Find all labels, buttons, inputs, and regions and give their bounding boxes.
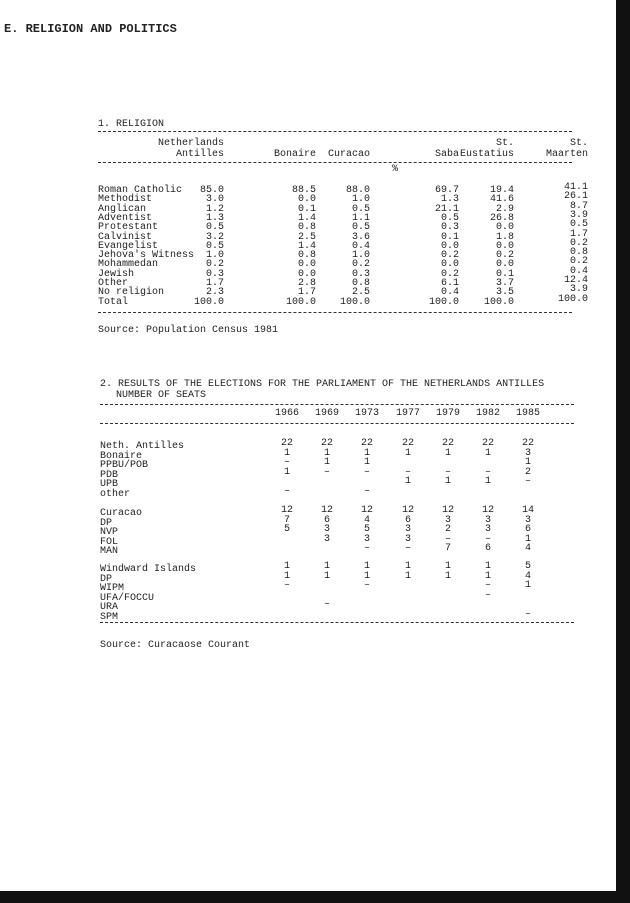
cell-value: 3.9: [569, 284, 588, 296]
divider: [100, 404, 574, 405]
cell-value: 0.2: [440, 268, 459, 280]
cell-value: 2.5: [351, 287, 370, 299]
cell-value: 1.7: [569, 228, 588, 240]
cell-value: 3.7: [495, 278, 514, 289]
seat-value: –: [524, 609, 531, 620]
cell-value: 26.1: [563, 191, 588, 203]
seat-value: 22: [320, 438, 333, 449]
cell-value: 0.0: [495, 259, 514, 271]
party-label: UPB: [100, 479, 119, 491]
seat-value: 3: [363, 533, 370, 545]
seat-value: 5: [524, 561, 531, 572]
cell-value: 0.5: [351, 222, 370, 234]
cell-value: 0.0: [495, 222, 514, 234]
seat-value: 1: [283, 447, 290, 459]
cell-value: 85.0: [199, 185, 224, 196]
seat-value: 6: [323, 514, 330, 526]
cell-value: 0.2: [495, 250, 514, 262]
cell-value: 0.8: [569, 247, 588, 259]
seat-value: 12: [441, 505, 454, 516]
seat-value: 12: [401, 505, 414, 516]
year-header: 1966: [274, 408, 299, 419]
seat-value: 1: [524, 580, 531, 592]
seat-value: 1: [484, 476, 491, 488]
cell-value: 0.0: [297, 259, 316, 271]
seat-value: –: [444, 533, 451, 545]
cell-value: 0.0: [495, 240, 514, 252]
seat-value: 1: [283, 561, 290, 572]
seat-value: 22: [280, 438, 293, 449]
seat-value: 1: [524, 457, 531, 469]
seat-value: 1: [283, 570, 290, 582]
year-header: 1985: [515, 408, 540, 419]
seat-value: –: [484, 589, 491, 601]
year-header: 1979: [435, 408, 460, 419]
column-header: Saba: [434, 149, 459, 160]
seat-value: 12: [280, 505, 293, 516]
seat-value: 5: [363, 524, 370, 536]
cell-value: 1.0: [351, 194, 370, 206]
seat-value: 7: [444, 543, 451, 555]
seat-value: 3: [404, 524, 411, 536]
party-label: UFA/FOCCU: [100, 592, 155, 604]
cell-value: 1.3: [205, 212, 224, 224]
seat-value: 1: [363, 561, 370, 572]
seat-value: –: [363, 466, 370, 478]
seat-value: –: [484, 533, 491, 545]
column-header: Eustatius: [459, 149, 514, 160]
cell-value: 0.3: [351, 268, 370, 280]
cell-value: 1.4: [297, 240, 316, 252]
seat-value: –: [404, 466, 411, 478]
party-label: DP: [100, 517, 113, 529]
row-label: Calvinist: [98, 231, 153, 243]
seat-value: 4: [363, 514, 370, 526]
row-label: Mohammedan: [98, 259, 159, 271]
party-label: MAN: [100, 546, 119, 558]
row-label: Anglican: [98, 203, 147, 215]
seat-value: 3: [484, 524, 491, 536]
seat-value: 22: [521, 438, 534, 449]
cell-value: 3.6: [351, 231, 370, 243]
party-label: DP: [100, 573, 113, 585]
cell-value: 41.1: [563, 182, 588, 193]
seat-value: 1: [363, 457, 370, 469]
seat-value: 12: [481, 505, 494, 516]
cell-value: 2.3: [205, 287, 224, 299]
elections-subtitle: NUMBER OF SEATS: [116, 390, 207, 401]
cell-value: 1.3: [440, 194, 459, 206]
seat-value: 1: [323, 561, 330, 572]
seat-value: 12: [320, 505, 333, 516]
cell-value: 100.0: [428, 296, 459, 308]
divider: [98, 131, 572, 132]
section-title: E. RELIGION AND POLITICS: [4, 22, 177, 36]
cell-value: 100.0: [193, 296, 224, 308]
row-label: Jehova's Witness: [98, 250, 195, 262]
seat-value: 1: [323, 447, 330, 459]
column-header: Curacao: [327, 149, 370, 160]
row-label: Roman Catholic: [98, 185, 183, 196]
column-header: Netherlands: [157, 138, 224, 149]
cell-value: 100.0: [483, 296, 514, 308]
unit-label: %: [392, 164, 399, 175]
seat-value: 6: [524, 524, 531, 536]
seat-value: –: [524, 476, 531, 488]
seat-value: 1: [444, 561, 451, 572]
cell-value: 88.0: [345, 185, 370, 196]
cell-value: 2.5: [297, 231, 316, 243]
cell-value: 0.0: [440, 259, 459, 271]
cell-value: 21.1: [434, 203, 459, 215]
cell-value: 19.4: [489, 185, 514, 196]
party-label: Windward Islands: [100, 564, 197, 575]
cell-value: 1.7: [297, 287, 316, 299]
seat-value: 1: [323, 457, 330, 469]
cell-value: 8.7: [569, 200, 588, 212]
seat-value: 2: [444, 524, 451, 536]
cell-value: 100.0: [285, 296, 316, 308]
seat-value: –: [484, 466, 491, 478]
party-label: Bonaire: [100, 450, 143, 462]
seat-value: 1: [283, 466, 290, 478]
year-header: 1977: [395, 408, 420, 419]
cell-value: 1.2: [205, 203, 224, 215]
seat-value: –: [363, 580, 370, 592]
cell-value: 0.4: [569, 265, 588, 277]
scan-edge-right: [616, 0, 630, 903]
cell-value: 0.8: [297, 222, 316, 234]
scan-edge-bottom: [0, 891, 630, 903]
party-label: Neth. Antilles: [100, 441, 185, 452]
cell-value: 100.0: [339, 296, 370, 308]
seat-value: 1: [323, 570, 330, 582]
cell-value: 0.2: [205, 259, 224, 271]
party-label: PPBU/POB: [100, 460, 149, 472]
column-header: St.: [569, 138, 588, 149]
row-label: Protestant: [98, 222, 159, 234]
cell-value: 0.4: [351, 240, 370, 252]
cell-value: 0.3: [440, 222, 459, 234]
cell-value: 0.0: [440, 240, 459, 252]
seat-value: 1: [484, 561, 491, 572]
seat-value: –: [444, 466, 451, 478]
seat-value: 1: [444, 476, 451, 488]
cell-value: 0.1: [495, 268, 514, 280]
cell-value: 6.1: [440, 278, 459, 289]
cell-value: 0.2: [569, 237, 588, 249]
cell-value: 0.2: [440, 250, 459, 262]
seat-value: 4: [524, 543, 531, 555]
cell-value: 2.9: [495, 203, 514, 215]
seat-value: 3: [444, 514, 451, 526]
divider: [100, 622, 574, 623]
seat-value: 14: [521, 505, 534, 516]
religion-source: Source: Population Census 1981: [98, 325, 279, 336]
seat-value: 7: [283, 514, 290, 526]
party-label: PDB: [100, 469, 119, 481]
seat-value: 1: [484, 447, 491, 459]
seat-value: 1: [484, 570, 491, 582]
seat-value: –: [283, 580, 290, 592]
cell-value: 0.1: [297, 203, 316, 215]
party-label: SPM: [100, 612, 119, 623]
row-label: Other: [98, 278, 129, 289]
column-header: Bonaire: [273, 149, 316, 160]
seat-value: 2: [524, 466, 531, 478]
elections-source: Source: Curacaose Courant: [100, 640, 251, 651]
seat-value: –: [404, 543, 411, 555]
cell-value: 1.8: [495, 231, 514, 243]
cell-value: 1.1: [351, 212, 370, 224]
seat-value: –: [323, 466, 330, 478]
party-label: other: [100, 489, 131, 500]
seat-value: 22: [441, 438, 454, 449]
cell-value: 0.5: [440, 212, 459, 224]
cell-value: 1.4: [297, 212, 316, 224]
row-label: Adventist: [98, 212, 153, 224]
cell-value: 0.2: [351, 259, 370, 271]
seat-value: 1: [524, 533, 531, 545]
row-label: Total: [98, 296, 129, 308]
cell-value: 0.2: [569, 256, 588, 268]
seat-value: 1: [404, 570, 411, 582]
cell-value: 0.0: [297, 194, 316, 206]
seat-value: –: [484, 580, 491, 592]
seat-value: 4: [524, 570, 531, 582]
cell-value: 3.5: [495, 287, 514, 299]
year-header: 1982: [475, 408, 500, 419]
row-label: Jewish: [98, 268, 135, 280]
cell-value: 0.5: [569, 219, 588, 231]
divider: [98, 312, 572, 313]
seat-value: –: [283, 457, 290, 469]
cell-value: 0.8: [297, 250, 316, 262]
cell-value: 0.5: [205, 240, 224, 252]
seat-value: 1: [363, 570, 370, 582]
year-header: 1969: [314, 408, 339, 419]
seat-value: 6: [404, 514, 411, 526]
seat-value: 1: [363, 447, 370, 459]
seat-value: 3: [524, 447, 531, 459]
cell-value: 0.1: [440, 231, 459, 243]
column-header: Antilles: [175, 149, 224, 160]
seat-value: 1: [444, 570, 451, 582]
cell-value: 0.4: [440, 287, 459, 299]
seat-value: –: [283, 486, 290, 497]
cell-value: 41.6: [489, 194, 514, 206]
seat-value: 22: [360, 438, 373, 449]
cell-value: 1.7: [205, 278, 224, 289]
party-label: WIPM: [100, 583, 125, 595]
cell-value: 3.0: [205, 194, 224, 206]
row-label: No religion: [98, 287, 165, 299]
row-label: Methodist: [98, 194, 153, 206]
cell-value: 3.2: [205, 231, 224, 243]
cell-value: 0.5: [205, 222, 224, 234]
seat-value: –: [363, 543, 370, 555]
seat-value: 3: [323, 524, 330, 536]
cell-value: 0.5: [351, 203, 370, 215]
seat-value: 6: [484, 543, 491, 555]
cell-value: 2.8: [297, 278, 316, 289]
seat-value: –: [323, 599, 330, 611]
party-label: NVP: [100, 527, 119, 539]
cell-value: 12.4: [563, 275, 588, 286]
divider: [100, 423, 574, 424]
seat-value: 1: [404, 476, 411, 488]
seat-value: –: [363, 486, 370, 497]
seat-value: 1: [404, 447, 411, 459]
cell-value: 69.7: [434, 185, 459, 196]
cell-value: 0.8: [351, 278, 370, 289]
seat-value: 22: [401, 438, 414, 449]
cell-value: 0.3: [205, 268, 224, 280]
religion-title: 1. RELIGION: [98, 119, 165, 130]
cell-value: 100.0: [557, 293, 588, 305]
party-label: FOL: [100, 536, 119, 548]
seat-value: 5: [283, 524, 290, 536]
cell-value: 88.5: [291, 185, 316, 196]
divider: [98, 162, 572, 163]
seat-value: 3: [323, 533, 330, 545]
cell-value: 26.8: [489, 212, 514, 224]
seat-value: 3: [484, 514, 491, 526]
seat-value: 1: [404, 561, 411, 572]
column-header: St.: [495, 138, 514, 149]
cell-value: 1.0: [351, 250, 370, 262]
party-label: Curacao: [100, 508, 143, 519]
elections-title: 2. RESULTS OF THE ELECTIONS FOR THE PARLIAMENT OF THE NETHERLANDS ANTILLES: [100, 379, 545, 390]
party-label: URA: [100, 602, 119, 614]
seat-value: 3: [524, 514, 531, 526]
seat-value: 3: [404, 533, 411, 545]
column-header: Maarten: [545, 149, 588, 160]
seat-value: 1: [444, 447, 451, 459]
cell-value: 3.9: [569, 209, 588, 221]
cell-value: 0.0: [297, 268, 316, 280]
row-label: Evangelist: [98, 240, 159, 252]
cell-value: 1.0: [205, 250, 224, 262]
seat-value: 12: [360, 505, 373, 516]
seat-value: 22: [481, 438, 494, 449]
year-header: 1973: [354, 408, 379, 419]
